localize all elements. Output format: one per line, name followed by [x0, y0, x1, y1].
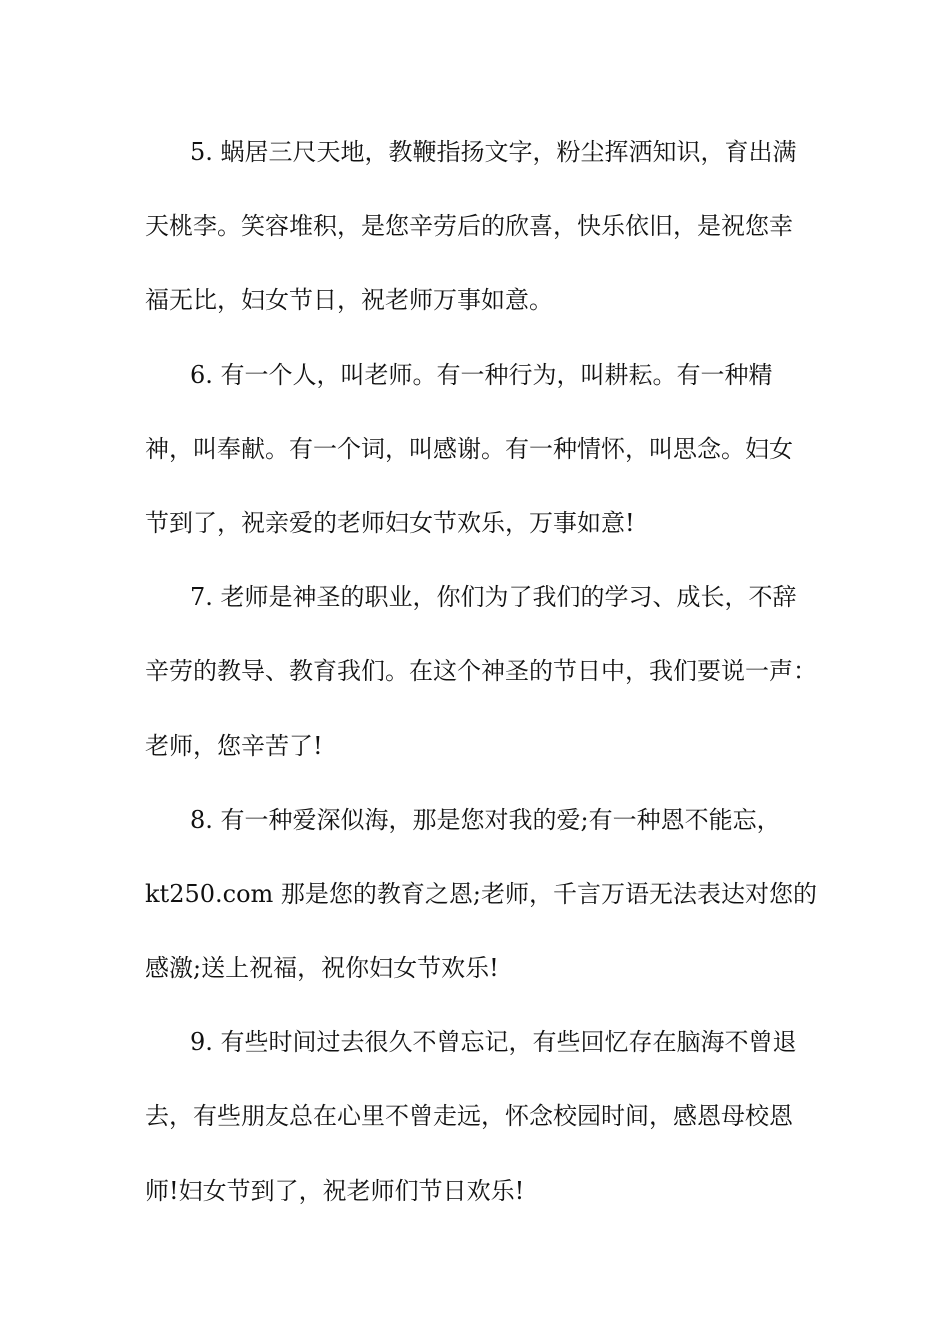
paragraph-line: 节到了，祝亲爱的老师妇女节欢乐，万事如意! — [145, 508, 635, 537]
paragraph-8 — [145, 796, 825, 1019]
paragraph-line: 感激;送上祝福，祝你妇女节欢乐! — [145, 954, 499, 983]
document-body — [145, 128, 825, 1241]
paragraph-line: kt250.com 那是您的教育之恩;老师，千言万语无法表达对您的 — [145, 879, 817, 908]
paragraph-line: 6. 有一个人，叫老师。有一种行为，叫耕耘。有一种精 — [190, 360, 773, 389]
paragraph-line: 5. 蜗居三尺天地，教鞭指扬文字，粉尘挥洒知识，育出满 — [190, 138, 797, 166]
paragraph-line: 9. 有些时间过去很久不曾忘记，有些回忆存在脑海不曾退 — [190, 1028, 797, 1057]
paragraph-9 — [145, 1018, 825, 1241]
paragraph-6 — [145, 351, 825, 574]
paragraph-line: 去，有些朋友总在心里不曾走远，怀念校园时间，感恩母校恩 — [145, 1102, 793, 1131]
paragraph-line: 师!妇女节到了，祝老师们节日欢乐! — [145, 1176, 525, 1205]
paragraph-line: 8. 有一种爱深似海，那是您对我的爱;有一种恩不能忘， — [190, 805, 781, 834]
paragraph-line: 福无比，妇女节日，祝老师万事如意。 — [145, 286, 553, 315]
paragraph-7 — [145, 573, 825, 796]
paragraph-5 — [145, 128, 825, 351]
paragraph-line: 天桃李。笑容堆积，是您辛劳后的欣喜，快乐依旧，是祝您幸 — [145, 212, 793, 241]
paragraph-line: 老师，您辛苦了! — [145, 731, 323, 760]
paragraph-line: 7. 老师是神圣的职业，你们为了我们的学习、成长，不辞 — [190, 583, 797, 612]
paragraph-line: 神，叫奉献。有一个词，叫感谢。有一种情怀，叫思念。妇女 — [145, 434, 793, 463]
paragraph-line: 辛劳的教导、教育我们。在这个神圣的节日中，我们要说一声： — [145, 657, 817, 686]
